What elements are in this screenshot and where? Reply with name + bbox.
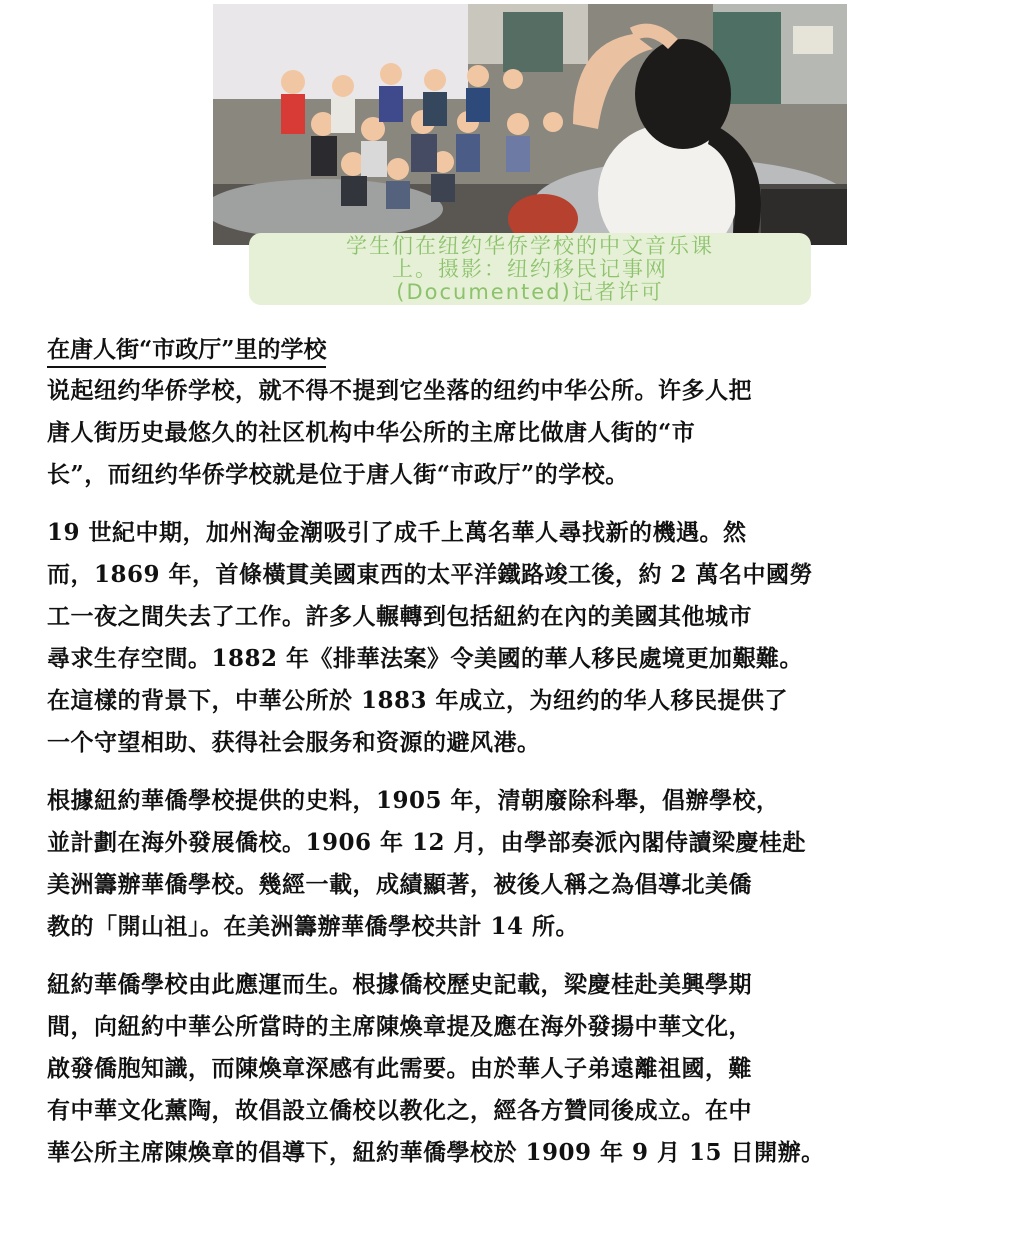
paragraph (47, 370, 977, 496)
paragraph (47, 780, 977, 948)
paragraph-line: 一个守望相助、获得社会服务和资源的避风港。 (47, 729, 541, 756)
article-body (47, 334, 977, 1174)
paragraph-line: 19 世紀中期，加州淘金潮吸引了成千上萬名華人尋找新的機遇。然 (47, 519, 747, 546)
paragraph-line: 长”，而纽约华侨学校就是位于唐人街“市政厅”的学校。 (47, 461, 629, 488)
paragraph-line: 有中華文化薰陶，故倡設立僑校以教化之，經各方贊同後成立。在中 (47, 1097, 752, 1124)
paragraph-line: 唐人街历史最悠久的社区机构中华公所的主席比做唐人街的“市 (47, 419, 696, 446)
caption-line: 学生们在纽约华侨学校的中文音乐课 (346, 234, 714, 258)
classroom-photo (213, 4, 847, 245)
paragraph (47, 512, 977, 764)
paragraph-line: 華公所主席陳煥章的倡導下，紐約華僑學校於 1909 年 9 月 15 日開辦。 (47, 1139, 825, 1166)
paragraph-line: 教的「開山祖」。在美洲籌辦華僑學校共計 14 所。 (47, 913, 580, 940)
paragraph-line: 間，向紐約中華公所當時的主席陳煥章提及應在海外發揚中華文化， (47, 1013, 752, 1040)
paragraph-line: 紐約華僑學校由此應運而生。根據僑校歷史記載，梁慶桂赴美興學期 (47, 971, 752, 998)
paragraph (47, 964, 977, 1174)
paragraph-line: 啟發僑胞知識，而陳煥章深感有此需要。由於華人子弟遠離祖國，難 (47, 1055, 752, 1082)
paragraph-line: 根據紐約華僑學校提供的史料，1905 年，清朝廢除科舉，倡辦學校， (47, 787, 780, 814)
paragraph-line: 尋求生存空間。1882 年《排華法案》令美國的華人移民處境更加艱難。 (47, 645, 804, 672)
photo-caption (249, 233, 811, 305)
paragraph-line: 说起纽约华侨学校，就不得不提到它坐落的纽约中华公所。许多人把 (47, 377, 752, 404)
section-heading: 在唐人街“市政厅”里的学校 (47, 334, 326, 368)
paragraph-line: 而，1869 年，首條橫貫美國東西的太平洋鐵路竣工後，約 2 萬名中國勞 (47, 561, 814, 588)
paragraph-line: 並計劃在海外發展僑校。1906 年 12 月，由學部奏派內閣侍讀梁慶桂赴 (47, 829, 807, 856)
paragraph-line: 工一夜之間失去了工作。許多人輾轉到包括紐約在內的美國其他城市 (47, 603, 752, 630)
paragraph-line: 在這樣的背景下，中華公所於 1883 年成立，为纽约的华人移民提供了 (47, 687, 789, 714)
caption-line: 上。摄影：纽约移民记事网 (392, 257, 668, 281)
caption-line: (Documented)记者许可 (396, 280, 664, 304)
paragraph-line: 美洲籌辦華僑學校。幾經一載，成績顯著，被後人稱之為倡導北美僑 (47, 871, 752, 898)
